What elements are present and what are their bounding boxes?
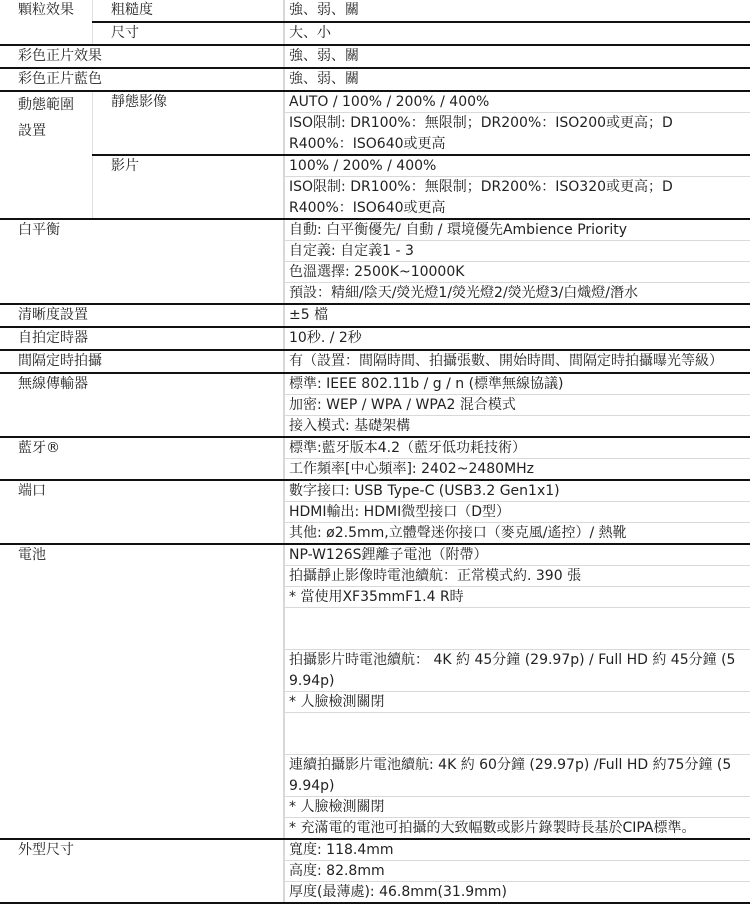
- white-balance-custom: 自定義: 自定義1 - 3: [285, 241, 750, 262]
- row-self-timer: [0, 328, 750, 351]
- wireless-label: 無線傳輸器: [18, 376, 88, 392]
- white-balance-auto: 自動: 白平衡優先/ 自動 / 環境優先Ambience Priority: [285, 220, 750, 241]
- dr-still-value-modes: AUTO / 100% / 200% / 400%: [285, 92, 750, 113]
- battery-movie-life: 拍攝影片時電池續航： 4K 約 45分鐘 (29.97p) / Full HD 約 45分鐘 (59.94p): [285, 650, 750, 692]
- wireless-encryption: 加密: WEP / WPA / WPA2 混合模式: [285, 395, 750, 416]
- dimension-height: 高度: 82.8mm: [285, 861, 750, 882]
- dynamic-range-label-line2: 設置: [18, 123, 46, 139]
- color-chrome-label: 彩色正片效果: [18, 48, 102, 64]
- row-grain-effect: [0, 0, 750, 46]
- battery-label: 電池: [18, 547, 46, 563]
- row-interval-timer: [0, 351, 750, 374]
- grain-size-value: 大、小: [289, 25, 331, 41]
- port-other: 其他: ø2.5mm,立體聲迷你接口（麥克風/遙控）/ 熱靴: [289, 525, 627, 541]
- row-battery: [0, 545, 750, 840]
- dynamic-range-label-line1: 動態範圍: [18, 97, 74, 113]
- color-chrome-value: 強、弱、關: [289, 48, 359, 64]
- row-dimensions: [0, 840, 750, 904]
- port-usb: 數字接口: USB Type-C (USB3.2 Gen1x1): [285, 481, 750, 502]
- white-balance-preset: 預設：精細/陰天/熒光燈1/熒光燈2/熒光燈3/白熾燈/潛水: [289, 285, 639, 301]
- grain-size-label: 尺寸: [92, 23, 283, 44]
- grain-label: 顆粒效果: [18, 2, 74, 18]
- bluetooth-label: 藍牙®: [18, 440, 60, 456]
- sharpness-label: 清晰度設置: [18, 307, 88, 323]
- dr-movie-label: 影片: [92, 156, 283, 218]
- white-balance-color-temp: 色溫選擇: 2500K~10000K: [285, 262, 750, 283]
- battery-spacer-2: [285, 713, 750, 755]
- color-chrome-blue-value: 強、弱、關: [289, 71, 359, 87]
- battery-continuous-movie-life: 連續拍攝影片電池續航: 4K 約 60分鐘 (29.97p) /Full HD 約75分鐘 (59.94p): [285, 755, 750, 797]
- battery-spacer-1: [285, 608, 750, 650]
- white-balance-label: 白平衡: [18, 222, 60, 238]
- battery-note-lens: * 當使用XF35mmF1.4 R時: [285, 587, 750, 608]
- ports-label: 端口: [18, 483, 46, 499]
- bluetooth-frequency: 工作頻率[中心頻率]: 2402~2480MHz: [289, 461, 535, 477]
- interval-value: 有（設置：間隔時間、拍攝張數、開始時間、間隔定時拍攝曝光等級）: [289, 353, 723, 369]
- row-wireless: [0, 374, 750, 438]
- self-timer-label: 自拍定時器: [18, 330, 88, 346]
- grain-roughness-value: 強、弱、關: [289, 2, 359, 18]
- row-bluetooth: [0, 438, 750, 481]
- row-color-chrome: [0, 46, 750, 69]
- battery-note-face-detect-2: * 人臉檢測關閉: [285, 797, 750, 818]
- wireless-standard: 標準: IEEE 802.11b / g / n (標準無線協議): [285, 374, 750, 395]
- battery-note-cipa: * 充滿電的電池可拍攝的大致幅數或影片錄製時長基於CIPA標準。: [289, 820, 696, 836]
- sharpness-value: ±5 檔: [289, 307, 329, 323]
- bluetooth-standard: 標準:藍牙版本4.2（藍牙低功耗技術）: [285, 438, 750, 459]
- battery-note-face-detect-1: * 人臉檢測關閉: [285, 692, 750, 713]
- interval-label: 間隔定時拍攝: [18, 353, 102, 369]
- row-white-balance: [0, 220, 750, 305]
- battery-still-life: 拍攝靜止影像時電池續航：正常模式約. 390 張: [285, 566, 750, 587]
- dr-still-label: 靜態影像: [92, 92, 283, 154]
- row-sharpness: [0, 305, 750, 328]
- port-hdmi: HDMI輸出: HDMI微型接口（D型）: [285, 502, 750, 523]
- row-ports: [0, 481, 750, 545]
- dimensions-label: 外型尺寸: [18, 842, 74, 858]
- color-chrome-blue-label: 彩色正片藍色: [18, 71, 102, 87]
- dimension-depth: 厚度(最薄處): 46.8mm(31.9mm): [289, 884, 507, 900]
- grain-roughness-label: 粗糙度: [92, 0, 283, 21]
- self-timer-value: 10秒. / 2秒: [289, 330, 362, 346]
- dr-movie-value-iso: ISO限制: DR100%：無限制；DR200%：ISO320或更高；DR400%：ISO640或更高: [289, 179, 673, 216]
- dr-movie-value-modes: 100% / 200% / 400%: [285, 156, 750, 177]
- dynamic-range-label: [0, 92, 92, 218]
- battery-model: NP-W126S鋰離子電池（附帶）: [285, 545, 750, 566]
- row-color-chrome-blue: [0, 69, 750, 92]
- dr-still-value-iso: ISO限制: DR100%：無限制；DR200%：ISO200或更高；DR400%：ISO640或更高: [289, 115, 673, 152]
- dimension-width: 寬度: 118.4mm: [285, 840, 750, 861]
- row-dynamic-range: [0, 92, 750, 220]
- wireless-access-mode: 接入模式: 基礎架構: [289, 418, 411, 434]
